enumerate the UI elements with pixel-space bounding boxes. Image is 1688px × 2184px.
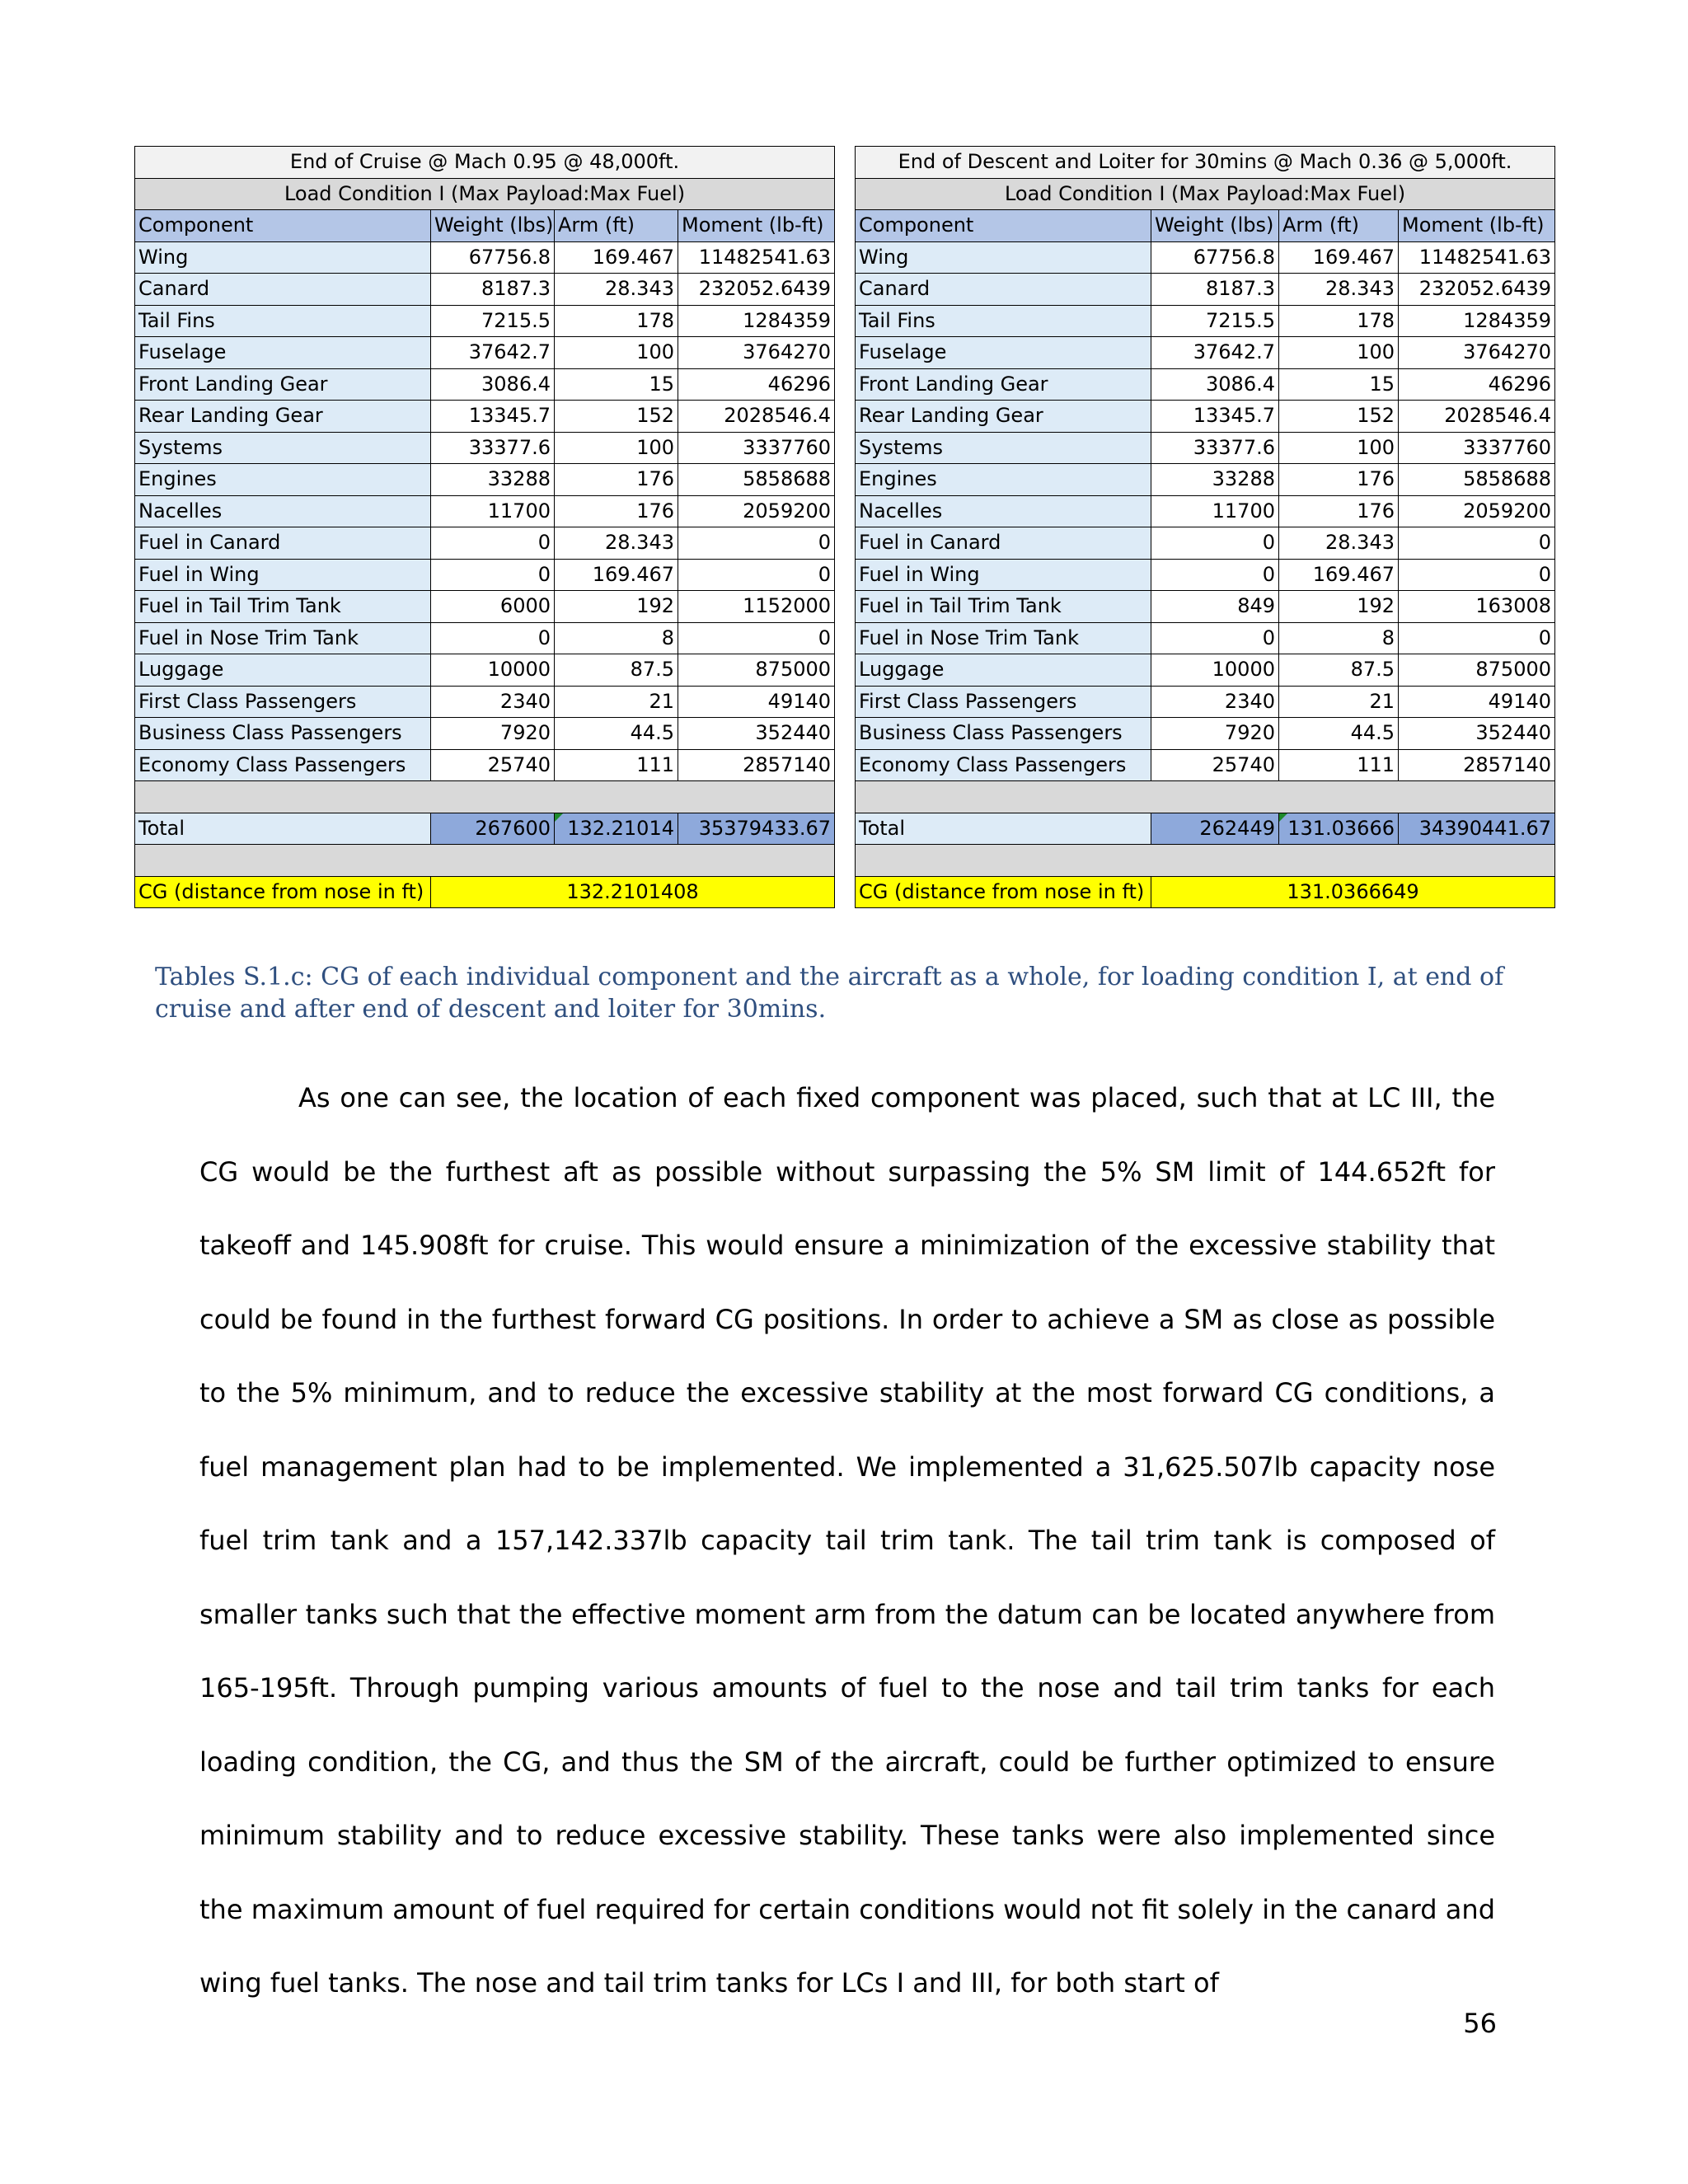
cell-arm: 152 [555,401,678,433]
cell-moment: 875000 [678,654,835,687]
table-row [856,464,1555,496]
table-row [135,274,835,306]
table-row [856,495,1555,527]
cg-table-end-of-cruise [134,146,835,908]
cell-component: Fuel in Wing [135,559,431,591]
cell-moment: 232052.6439 [678,274,835,306]
cg-label: CG (distance from nose in ft) [135,876,431,908]
cell-component: Nacelles [856,495,1151,527]
spacer-row [135,781,835,813]
cell-moment: 163008 [1399,591,1555,623]
total-arm: 132.21014 [555,813,678,845]
total-moment: 34390441.67 [1399,813,1555,845]
header-moment: Moment (lb-ft) [1399,210,1555,242]
cell-arm: 192 [555,591,678,623]
cell-weight: 0 [1151,559,1279,591]
cell-arm: 44.5 [555,718,678,750]
cell-arm: 28.343 [1279,274,1399,306]
cell-arm: 100 [1279,432,1399,464]
cell-moment: 49140 [678,686,835,718]
cell-arm: 169.467 [1279,241,1399,274]
table-row [856,718,1555,750]
cell-component: Tail Fins [135,305,431,337]
cell-weight: 0 [431,559,555,591]
table-row [135,559,835,591]
cell-moment: 232052.6439 [1399,274,1555,306]
cell-component: Systems [856,432,1151,464]
cell-moment: 352440 [678,718,835,750]
cell-component: Fuel in Tail Trim Tank [856,591,1151,623]
cell-component: Front Landing Gear [135,368,431,401]
table-row [856,527,1555,560]
cell-moment: 2028546.4 [1399,401,1555,433]
cell-moment: 5858688 [1399,464,1555,496]
table-row [135,718,835,750]
cell-weight: 0 [1151,527,1279,560]
cell-moment: 3337760 [1399,432,1555,464]
cell-component: Luggage [135,654,431,687]
cell-weight: 0 [431,527,555,560]
cell-component: Systems [135,432,431,464]
table-row [856,401,1555,433]
cell-component: Economy Class Passengers [856,749,1151,781]
cell-component: First Class Passengers [856,686,1151,718]
cell-moment: 2059200 [678,495,835,527]
cell-moment: 1284359 [1399,305,1555,337]
cell-component: Economy Class Passengers [135,749,431,781]
cell-moment: 49140 [1399,686,1555,718]
cell-arm: 15 [1279,368,1399,401]
cell-weight: 7215.5 [431,305,555,337]
cell-weight: 849 [1151,591,1279,623]
total-weight: 262449 [1151,813,1279,845]
cell-component: First Class Passengers [135,686,431,718]
table-subtitle: Load Condition I (Max Payload:Max Fuel) [856,178,1555,210]
cell-arm: 28.343 [555,527,678,560]
cg-row [856,876,1555,908]
header-component: Component [856,210,1151,242]
total-row [135,813,835,845]
cell-arm: 176 [555,464,678,496]
body-paragraph [199,1062,1495,2021]
cell-component: Business Class Passengers [856,718,1151,750]
table-header-row [135,210,835,242]
cell-arm: 176 [1279,495,1399,527]
table-subtitle: Load Condition I (Max Payload:Max Fuel) [135,178,835,210]
cell-moment: 1284359 [678,305,835,337]
table-row [135,464,835,496]
total-label: Total [135,813,431,845]
table-row [856,274,1555,306]
cell-component: Engines [856,464,1151,496]
cell-component: Canard [135,274,431,306]
cell-arm: 100 [555,337,678,369]
cell-arm: 44.5 [1279,718,1399,750]
cell-component: Luggage [856,654,1151,687]
cell-arm: 8 [1279,622,1399,654]
cell-weight: 67756.8 [431,241,555,274]
cell-component: Fuselage [856,337,1151,369]
cell-weight: 37642.7 [1151,337,1279,369]
table-row [135,527,835,560]
cell-arm: 176 [555,495,678,527]
cell-weight: 7920 [431,718,555,750]
cell-component: Fuel in Nose Trim Tank [135,622,431,654]
table-row [135,305,835,337]
table-row [135,432,835,464]
spacer-row [856,781,1555,813]
cell-moment: 0 [678,559,835,591]
cell-moment: 0 [1399,622,1555,654]
page-number: 56 [1463,2008,1497,2039]
cell-arm: 178 [1279,305,1399,337]
cell-component: Fuel in Canard [856,527,1151,560]
cell-moment: 2028546.4 [678,401,835,433]
table-row [856,432,1555,464]
table-row [856,368,1555,401]
table-row [856,559,1555,591]
cell-arm: 178 [555,305,678,337]
cell-arm: 169.467 [1279,559,1399,591]
table-row [856,591,1555,623]
cell-arm: 100 [1279,337,1399,369]
table-row [135,337,835,369]
cell-component: Canard [856,274,1151,306]
cell-weight: 7215.5 [1151,305,1279,337]
total-label: Total [856,813,1151,845]
cell-component: Business Class Passengers [135,718,431,750]
cell-moment: 46296 [678,368,835,401]
table-caption: Tables S.1.c: CG of each individual component and the aircraft as a whole, for loading condition I, at end of cruise and after end of descent and loiter for 30mins. [155,963,1504,1024]
header-component: Component [135,210,431,242]
cell-moment: 11482541.63 [1399,241,1555,274]
total-arm: 131.03666 [1279,813,1399,845]
cell-component: Front Landing Gear [856,368,1151,401]
cell-weight: 13345.7 [1151,401,1279,433]
cell-moment: 0 [1399,559,1555,591]
cell-arm: 169.467 [555,559,678,591]
table-title: End of Cruise @ Mach 0.95 @ 48,000ft. [135,147,835,179]
table-header-row [856,210,1555,242]
spacer-cell [856,781,1555,813]
table-row [856,337,1555,369]
cell-moment: 2857140 [1399,749,1555,781]
cell-weight: 33288 [1151,464,1279,496]
cell-arm: 15 [555,368,678,401]
cell-weight: 33377.6 [1151,432,1279,464]
cell-weight: 3086.4 [431,368,555,401]
table-row [135,495,835,527]
cell-arm: 21 [555,686,678,718]
cell-arm: 87.5 [1279,654,1399,687]
cell-weight: 8187.3 [1151,274,1279,306]
total-weight: 267600 [431,813,555,845]
cell-component: Wing [856,241,1151,274]
cg-label: CG (distance from nose in ft) [856,876,1151,908]
cell-weight: 25740 [431,749,555,781]
cell-weight: 13345.7 [431,401,555,433]
cell-arm: 28.343 [1279,527,1399,560]
cell-weight: 8187.3 [431,274,555,306]
table-row [856,622,1555,654]
table-row [135,749,835,781]
cell-component: Fuel in Wing [856,559,1151,591]
table-row [135,368,835,401]
cell-arm: 8 [555,622,678,654]
cell-moment: 46296 [1399,368,1555,401]
table-row [856,654,1555,687]
cg-value: 132.2101408 [431,876,835,908]
cell-moment: 875000 [1399,654,1555,687]
table-row [135,686,835,718]
cell-component: Wing [135,241,431,274]
cell-arm: 21 [1279,686,1399,718]
cell-moment: 11482541.63 [678,241,835,274]
cell-weight: 11700 [1151,495,1279,527]
cell-weight: 33288 [431,464,555,496]
table-row [135,654,835,687]
cell-arm: 111 [555,749,678,781]
cell-arm: 169.467 [555,241,678,274]
table-row [856,749,1555,781]
header-arm: Arm (ft) [1279,210,1399,242]
cell-moment: 3764270 [1399,337,1555,369]
cg-table-end-of-descent-loiter [855,146,1555,908]
spacer-cell [135,781,835,813]
table-row [856,241,1555,274]
cell-arm: 176 [1279,464,1399,496]
cell-arm: 87.5 [555,654,678,687]
header-moment: Moment (lb-ft) [678,210,835,242]
cell-component: Rear Landing Gear [135,401,431,433]
cell-arm: 111 [1279,749,1399,781]
cell-weight: 33377.6 [431,432,555,464]
total-row [856,813,1555,845]
cell-weight: 2340 [431,686,555,718]
header-weight: Weight (lbs) [431,210,555,242]
total-moment: 35379433.67 [678,813,835,845]
cg-row [135,876,835,908]
cell-moment: 3764270 [678,337,835,369]
cell-component: Nacelles [135,495,431,527]
cell-weight: 11700 [431,495,555,527]
table-row [856,686,1555,718]
cg-value: 131.0366649 [1151,876,1555,908]
cell-weight: 6000 [431,591,555,623]
table-row [135,622,835,654]
cell-arm: 100 [555,432,678,464]
cell-weight: 2340 [1151,686,1279,718]
cell-component: Fuel in Canard [135,527,431,560]
table-row [135,401,835,433]
cell-moment: 0 [678,622,835,654]
table-row [856,305,1555,337]
table-row [135,591,835,623]
spacer-row [856,845,1555,877]
cell-weight: 67756.8 [1151,241,1279,274]
cell-weight: 3086.4 [1151,368,1279,401]
cell-weight: 0 [431,622,555,654]
table-row [135,241,835,274]
cell-moment: 352440 [1399,718,1555,750]
table-title: End of Descent and Loiter for 30mins @ Mach 0.36 @ 5,000ft. [856,147,1555,179]
cell-moment: 0 [678,527,835,560]
cell-moment: 1152000 [678,591,835,623]
cell-weight: 25740 [1151,749,1279,781]
cell-weight: 7920 [1151,718,1279,750]
cell-weight: 10000 [1151,654,1279,687]
paragraph-text: As one can see, the location of each fixed component was placed, such that at LC III, the CG would be the furthest aft as possible without surpassing the 5% SM limit of 144.652ft for takeoff and 145.908ft for cruise. This would ensure a minimization of the excessive stability that could be found in the furthest forward CG positions. In order to achieve a SM as close as possible to the 5% minimum, and to reduce the excessive stability at the most forward CG conditions, a fuel management plan had to be implemented. We implemented a 31,625.507lb capacity nose fuel trim tank and a 157,142.337lb capacity tail trim tank. The tail trim tank is composed of smaller tanks such that the effective moment arm from the datum can be located anywhere from 165-195ft. Through pumping various amounts of fuel to the nose and tail trim tanks for each loading condition, the CG, and thus the SM of the aircraft, could be further optimized to ensure minimum stability and to reduce excessive stability. These tanks were also implemented since the maximum amount of fuel required for certain conditions would not fit solely in the canard and wing fuel tanks. The nose and tail trim tanks for LCs I and III, for both start of [199,1082,1495,1999]
header-weight: Weight (lbs) [1151,210,1279,242]
header-arm: Arm (ft) [555,210,678,242]
cell-component: Rear Landing Gear [856,401,1151,433]
cell-component: Tail Fins [856,305,1151,337]
cell-arm: 28.343 [555,274,678,306]
cell-moment: 0 [1399,527,1555,560]
cell-component: Engines [135,464,431,496]
spacer-cell [135,845,835,877]
cell-component: Fuselage [135,337,431,369]
cell-moment: 3337760 [678,432,835,464]
cell-moment: 2059200 [1399,495,1555,527]
spacer-cell [856,845,1555,877]
cell-weight: 37642.7 [431,337,555,369]
cell-weight: 10000 [431,654,555,687]
cell-moment: 5858688 [678,464,835,496]
cell-component: Fuel in Nose Trim Tank [856,622,1151,654]
spacer-row [135,845,835,877]
cell-arm: 152 [1279,401,1399,433]
cell-component: Fuel in Tail Trim Tank [135,591,431,623]
cell-arm: 192 [1279,591,1399,623]
cell-weight: 0 [1151,622,1279,654]
cell-moment: 2857140 [678,749,835,781]
